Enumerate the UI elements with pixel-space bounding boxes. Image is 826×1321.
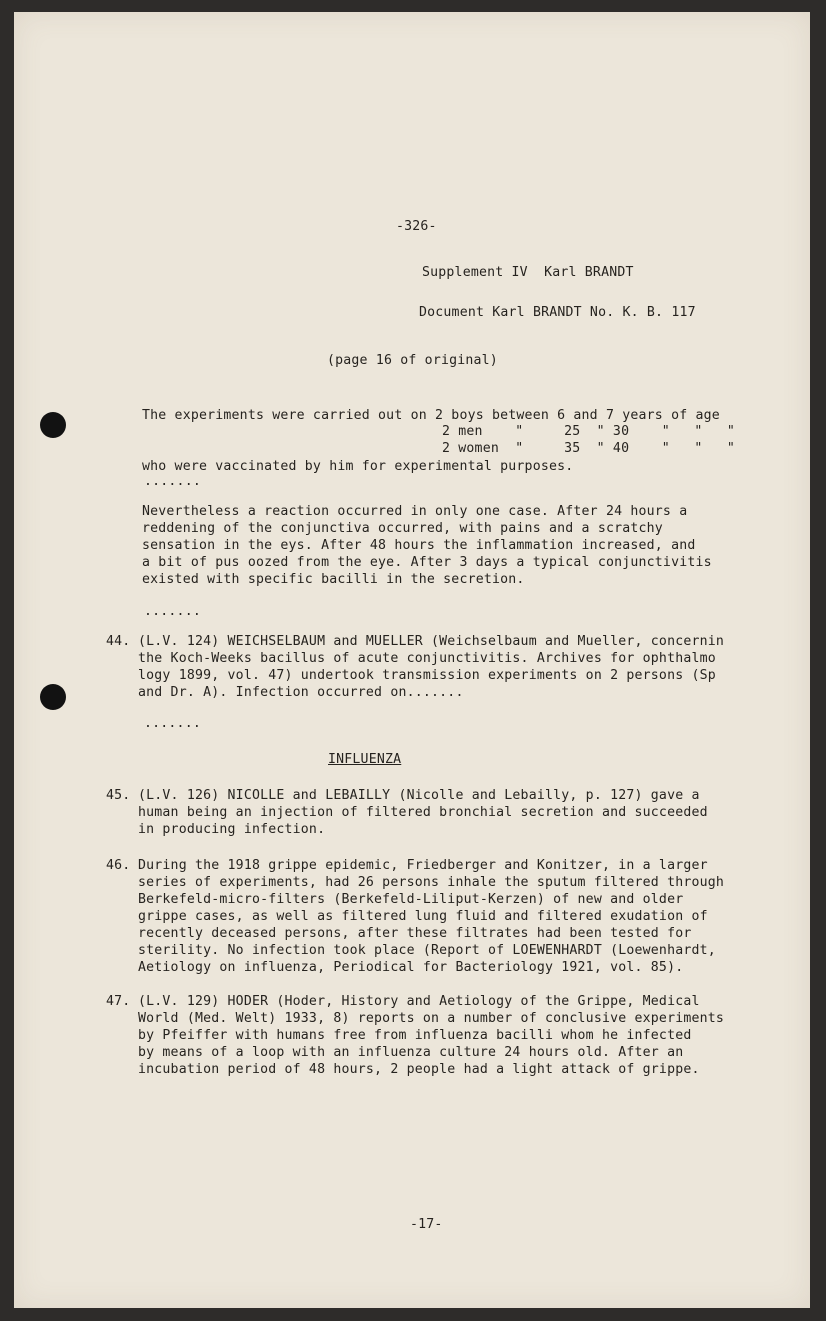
item-line: recently deceased persons, after these filtrates had been tested for — [138, 926, 692, 941]
experiment-line: The experiments were carried out on 2 boys between 6 and 7 years of age — [142, 408, 720, 423]
paragraph-line: sensation in the eys. After 48 hours the inflammation increased, and — [142, 538, 696, 553]
item-line: the Koch-Weeks bacillus of acute conjunctivitis. Archives for ophthalmo — [138, 651, 716, 666]
paragraph-line: a bit of pus oozed from the eye. After 3 days a typical conjunctivitis — [142, 555, 712, 570]
item-number: 44. — [106, 634, 131, 649]
item-line: by means of a loop with an influenza culture 24 hours old. After an — [138, 1045, 684, 1060]
page-number-top: -326- — [396, 219, 437, 234]
ellipsis-dots: ....... — [144, 474, 201, 489]
paragraph-line: reddening of the conjunctiva occurred, with pains and a scratchy — [142, 521, 663, 536]
ellipsis-dots: ....... — [144, 604, 201, 619]
ellipsis-dots: ....... — [144, 716, 201, 731]
item-line: sterility. No infection took place (Report of LOEWENHARDT (Loewenhardt, — [138, 943, 716, 958]
item-line: and Dr. A). Infection occurred on....... — [138, 685, 464, 700]
item-line: Aetiology on influenza, Periodical for Bacteriology 1921, vol. 85). — [138, 960, 684, 975]
item-line: (L.V. 126) NICOLLE and LEBAILLY (Nicolle and Lebailly, p. 127) gave a — [138, 788, 700, 803]
item-line: in producing infection. — [138, 822, 326, 837]
document-page — [14, 12, 810, 1308]
item-line: (L.V. 124) WEICHSELBAUM and MUELLER (Weichselbaum and Mueller, concernin — [138, 634, 725, 649]
punch-hole — [40, 684, 66, 710]
paragraph-line: existed with specific bacilli in the secretion. — [142, 572, 525, 587]
item-line: series of experiments, had 26 persons inhale the sputum filtered through — [138, 875, 725, 890]
experiment-line: 2 women " 35 " 40 " " " — [442, 441, 736, 456]
supplement-heading: Supplement IV Karl BRANDT — [422, 265, 634, 280]
page-number-bottom: -17- — [410, 1217, 443, 1232]
item-line: human being an injection of filtered bronchial secretion and succeeded — [138, 805, 708, 820]
item-line: Berkefeld-micro-filters (Berkefeld-Liliput-Kerzen) of new and older — [138, 892, 684, 907]
item-line: by Pfeiffer with humans free from influenza bacilli whom he infected — [138, 1028, 692, 1043]
page-note: (page 16 of original) — [327, 353, 498, 368]
document-reference: Document Karl BRANDT No. K. B. 117 — [419, 305, 696, 320]
experiment-line: 2 men " 25 " 30 " " " — [442, 424, 736, 439]
item-number: 45. — [106, 788, 131, 803]
item-number: 47. — [106, 994, 131, 1009]
section-heading: INFLUENZA — [328, 752, 402, 767]
item-number: 46. — [106, 858, 131, 873]
item-line: During the 1918 grippe epidemic, Friedberger and Konitzer, in a larger — [138, 858, 708, 873]
item-line: incubation period of 48 hours, 2 people had a light attack of grippe. — [138, 1062, 700, 1077]
punch-hole — [40, 412, 66, 438]
experiment-line: who were vaccinated by him for experimental purposes. — [142, 459, 574, 474]
paragraph-line: Nevertheless a reaction occurred in only one case. After 24 hours a — [142, 504, 688, 519]
item-line: World (Med. Welt) 1933, 8) reports on a number of conclusive experiments — [138, 1011, 725, 1026]
item-line: grippe cases, as well as filtered lung fluid and filtered exudation of — [138, 909, 708, 924]
item-line: logy 1899, vol. 47) undertook transmission experiments on 2 persons (Sp — [138, 668, 716, 683]
item-line: (L.V. 129) HODER (Hoder, History and Aetiology of the Grippe, Medical — [138, 994, 700, 1009]
